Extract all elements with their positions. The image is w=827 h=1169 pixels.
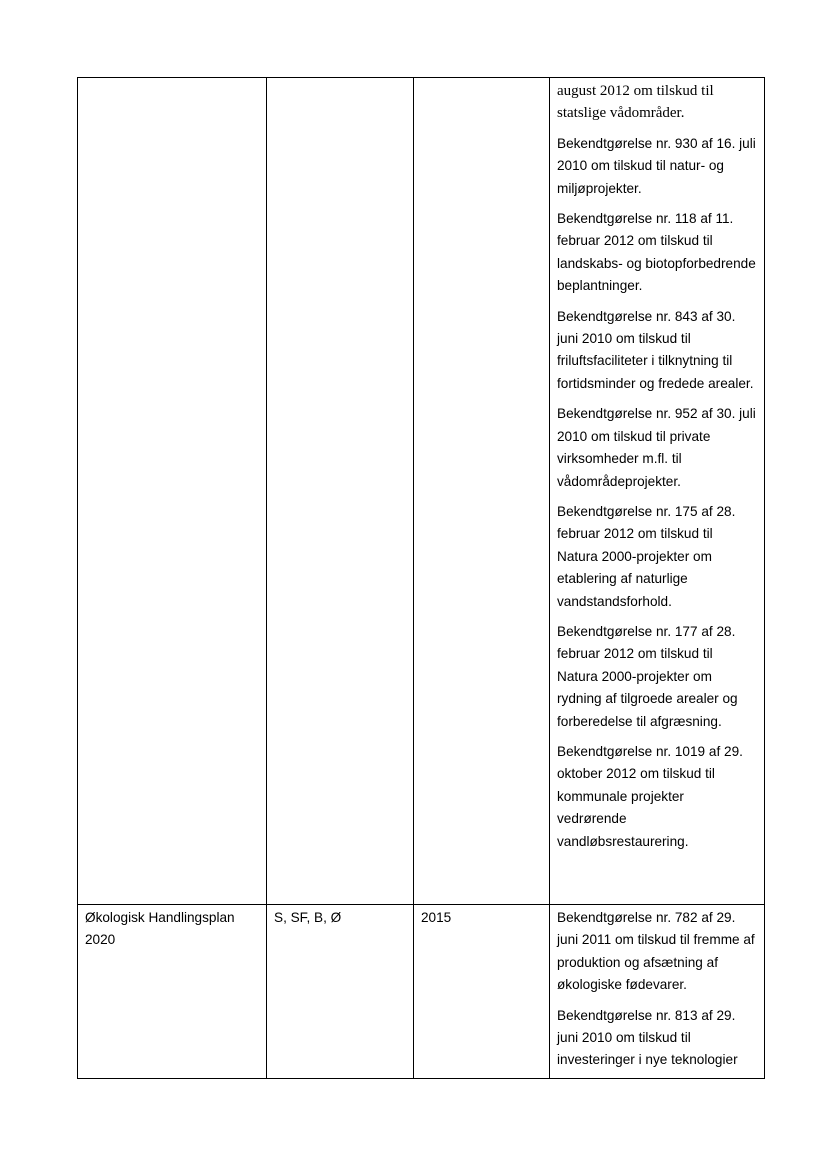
regulation-text: Bekendtgørelse nr. 843 af 30. juni 2010 om tilskud til friluftsfaciliteter i tilknytning til fortidsminder og fredede arealer. [557,308,754,391]
admin-cell [267,78,414,905]
regulation-text: Bekendtgørelse nr. 118 af 11. februar 2012 om tilskud til landskabs- og biotopforbedrende beplantninger. [557,211,756,294]
regulation-text: Bekendtgørelse nr. 952 af 30. juli 2010 om tilskud til private virksomheder m.fl. til vådområdeprojekter. [557,406,756,489]
year-cell: 2015 [414,905,550,1079]
regulations-table [77,77,765,1079]
regulation-text: august 2012 om tilskud til statslige vådområder. [557,83,714,122]
regulation-text: Bekendtgørelse nr. 1019 af 29. oktober 2012 om tilskud til kommunale projekter vedrørende vandløbsrestaurering. [557,743,743,849]
regulations-cell [550,905,765,1079]
regulation-text: Bekendtgørelse nr. 175 af 28. februar 2012 om tilskud til Natura 2000-projekter om etablering af naturlige vandstandsforhold. [557,503,736,609]
regulation-text: Bekendtgørelse nr. 177 af 28. februar 2012 om tilskud til Natura 2000-projekter om rydning af tilgroede arealer og forberedelse til afgræsning. [557,623,738,729]
table-row [78,905,765,1079]
program-cell: Økologisk Handlingsplan 2020 [78,905,267,1079]
program-cell [78,78,267,905]
regulation-text: Bekendtgørelse nr. 930 af 16. juli 2010 om tilskud til natur- og miljøprojekter. [557,135,756,196]
regulation-text: Bekendtgørelse nr. 782 af 29. juni 2011 om tilskud til fremme af produktion og afsætning af økologiske fødevarer. [557,910,755,993]
year-cell [414,78,550,905]
table-row [78,78,765,905]
admin-cell: S, SF, B, Ø [267,905,414,1079]
regulations-cell [550,78,765,905]
regulation-text: Bekendtgørelse nr. 813 af 29. juni 2010 om tilskud til investeringer i nye teknologier [557,1007,738,1068]
